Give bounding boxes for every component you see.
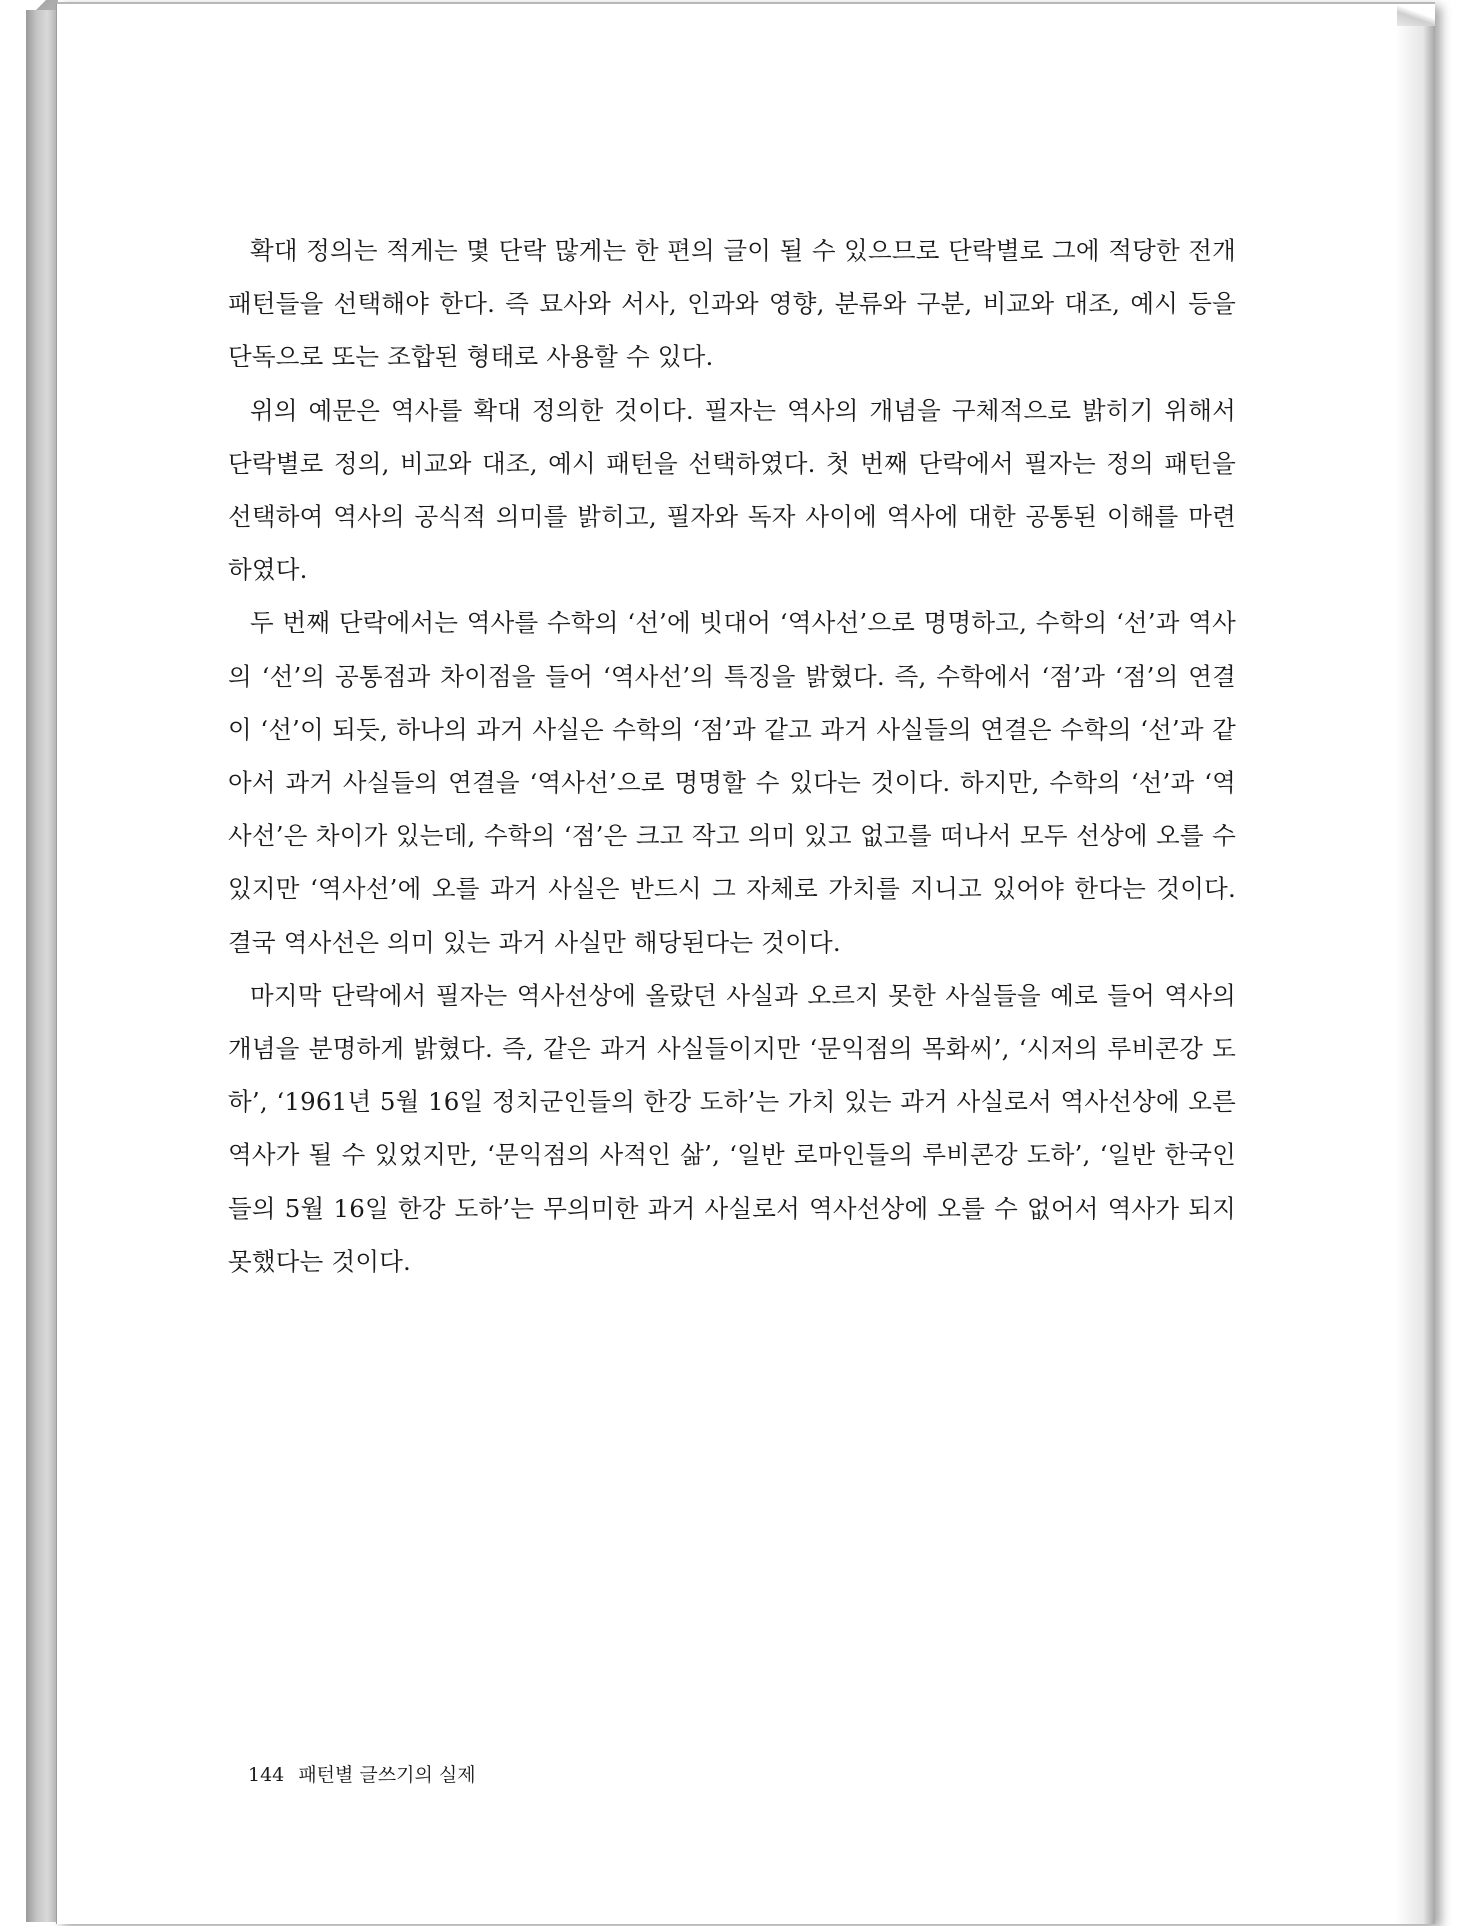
running-title: 패턴별 글쓰기의 실제 xyxy=(298,1764,476,1786)
paragraph-3: 두 번째 단락에서는 역사를 수학의 ‘선’에 빗대어 ‘역사선’으로 명명하고, 수학의 ‘선’과 역사의 ‘선’의 공통점과 차이점을 들어 ‘역사선’의 특징을 밝혔다. 즉, 수학에서 ‘점’과 ‘점’의 연결이 ‘선’이 되듯, 하나의 과거 사실은 수학의 ‘점’과 같고 과거 사실들의 연결은 수학의 ‘선’과 같아서 과거 사실들의 연결을 ‘역사선’으로 명명할 수 있다는 것이다. 하지만, 수학의 ‘선’과 ‘역사선’은 차이가 있는데, 수학의 ‘점’은 크고 작고 의미 있고 없고를 떠나서 모두 선상에 오를 수 있지만 ‘역사선’에 오를 과거 사실은 반드시 그 자체로 가치를 지니고 있어야 한다는 것이다. 결국 역사선은 의미 있는 과거 사실만 해당된다는 것이다. xyxy=(228,608,1236,957)
page-number: 144 xyxy=(248,1764,285,1786)
paragraph-4: 마지막 단락에서 필자는 역사선상에 올랐던 사실과 오르지 못한 사실들을 예로 들어 역사의 개념을 분명하게 밝혔다. 즉, 같은 과거 사실들이지만 ‘문익점의 목화씨’, ‘시저의 루비콘강 도하’, ‘1961년 5월 16일 정치군인들의 한강 도하’는 가치 있는 과거 사실로서 역사선상에 오른 역사가 될 수 있었지만, ‘문익점의 사적인 삶’, ‘일반 로마인들의 루비콘강 도하’, ‘일반 한국인들의 5월 16일 한강 도하’는 무의미한 과거 사실로서 역사선상에 오를 수 없어서 역사가 되지 못했다는 것이다. xyxy=(228,980,1236,1276)
paragraph-2: 위의 예문은 역사를 확대 정의한 것이다. 필자는 역사의 개념을 구체적으로 밝히기 위해서 단락별로 정의, 비교와 대조, 예시 패턴을 선택하였다. 첫 번째 단락에서 필자는 정의 패턴을 선택하여 역사의 공식적 의미를 밝히고, 필자와 독자 사이에 역사에 대한 공통된 이해를 마련하였다. xyxy=(228,395,1236,585)
page-footer xyxy=(248,1760,476,1787)
page-corner-fold xyxy=(1397,4,1435,26)
page-curl-shadow xyxy=(1395,4,1435,1924)
body-text xyxy=(228,224,1236,1288)
paragraph-1: 확대 정의는 적게는 몇 단락 많게는 한 편의 글이 될 수 있으므로 단락별로 그에 적당한 전개 패턴들을 선택해야 한다. 즉 묘사와 서사, 인과와 영향, 분류와 구분, 비교와 대조, 예시 등을 단독으로 또는 조합된 형태로 사용할 수 있다. xyxy=(228,236,1236,372)
book-spine-edge xyxy=(26,10,56,1922)
